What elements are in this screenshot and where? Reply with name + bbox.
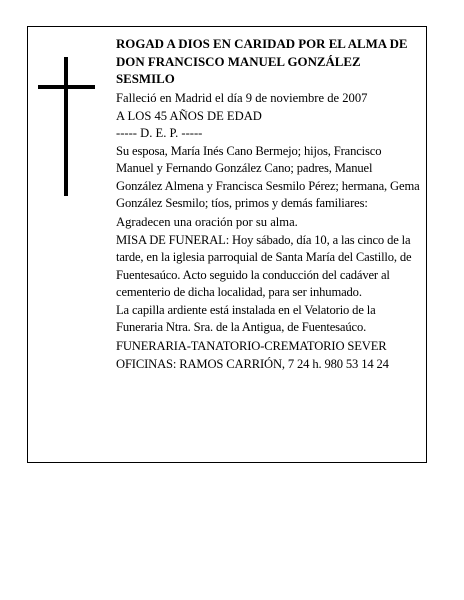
obituary-notice-text	[116, 36, 421, 373]
cross-icon	[64, 57, 68, 196]
funeral-mass-info: MISA DE FUNERAL: Hoy sábado, día 10, a las cinco de la tarde, en la iglesia parroquial de Santa María del Castillo, de Fuentesaúco. Acto seguido la conducción del cadáver al cementerio de dicha localidad, para ser inhumado.	[116, 232, 412, 299]
thanks-line: Agradecen una oración por su alma.	[116, 215, 298, 229]
chapel-info: La capilla ardiente está instalada en el Velatorio de la Funeraria Ntra. Sra. de la Antigua, de Fuentesaúco.	[116, 302, 376, 334]
rip-line: ----- D. E. P. -----	[116, 126, 203, 140]
notice-heading-deceased-name: DON FRANCISCO MANUEL GONZÁLEZ SESMILO	[116, 54, 361, 86]
notice-heading-prayer: ROGAD A DIOS EN CARIDAD POR EL ALMA DE	[116, 37, 408, 51]
funeral-home-name: FUNERARIA-TANATORIO-CREMATORIO SEVER	[116, 339, 387, 353]
age-at-death: A LOS 45 AÑOS DE EDAD	[116, 108, 262, 123]
family-list: Su esposa, María Inés Cano Bermejo; hijos, Francisco Manuel y Fernando González Cano; padres, Manuel González Almena y Francisca Sesmilo Pérez; hermana, Gema González Sesmilo; tíos, primos y demás familiares:	[116, 143, 420, 210]
death-info: Falleció en Madrid el día 9 de noviembre de 2007	[116, 91, 368, 105]
funeral-home-offices: OFICINAS: RAMOS CARRIÓN, 7 24 h. 980 53 14 24	[116, 356, 389, 371]
cross-icon-bar	[38, 85, 95, 89]
